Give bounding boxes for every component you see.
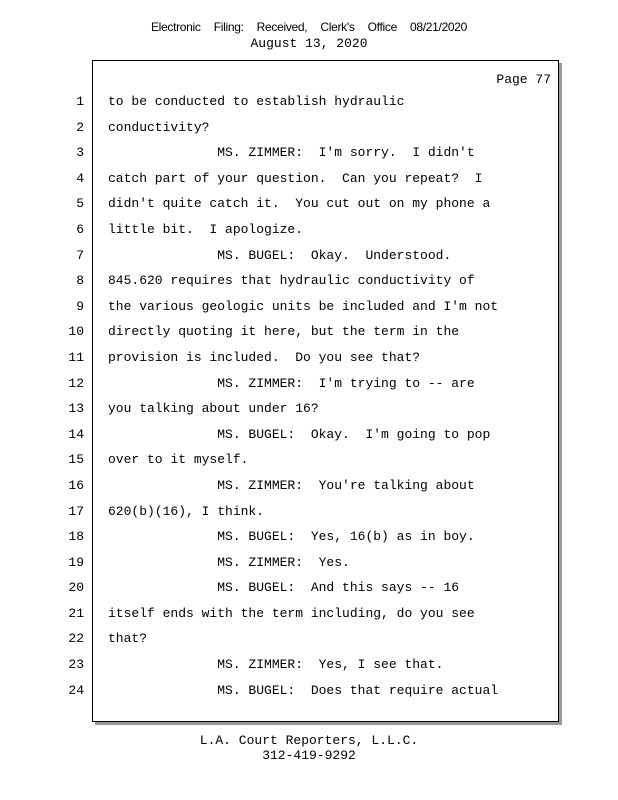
transcript-lines: [0, 92, 618, 706]
line-number: 8: [76, 273, 84, 289]
line-text: directly quoting it here, but the term in the: [108, 324, 460, 340]
line-text: that?: [108, 631, 148, 647]
transcript-line: [0, 246, 618, 272]
line-number: 11: [68, 349, 84, 365]
line-number: 10: [68, 324, 84, 340]
line-text: MS. BUGEL: And this says -- 16: [108, 580, 460, 596]
line-text: MS. BUGEL: Does that require actual: [108, 682, 499, 698]
transcript-line: [0, 169, 618, 195]
line-number: 2: [76, 119, 84, 135]
line-number: 17: [68, 503, 84, 519]
transcript-line: [0, 220, 618, 246]
stamp-word: Filing:: [213, 20, 244, 34]
transcript-line: [0, 399, 618, 425]
line-text: MS. ZIMMER: You're talking about: [108, 477, 475, 493]
transcript-line: [0, 322, 618, 348]
line-text: 620(b)(16), I think.: [108, 503, 265, 519]
line-text: little bit. I apologize.: [108, 221, 304, 237]
line-number: 7: [76, 247, 84, 263]
line-text: catch part of your question. Can you repeat? I: [108, 170, 483, 186]
line-number: 16: [68, 477, 84, 493]
line-number: 1: [76, 94, 84, 109]
transcript-date: August 13, 2020: [250, 36, 368, 51]
line-number: 20: [68, 580, 84, 596]
line-number: 22: [68, 631, 84, 647]
line-text: you talking about under 16?: [108, 401, 319, 417]
line-number: 4: [76, 170, 84, 186]
line-number: 5: [76, 196, 84, 212]
line-text: MS. ZIMMER: Yes, I see that.: [108, 657, 444, 673]
transcript-line: [0, 118, 618, 144]
line-text: over to it myself.: [108, 452, 249, 468]
line-number: 13: [68, 401, 84, 417]
transcript-line: [0, 476, 618, 502]
transcript-line: [0, 425, 618, 451]
line-text: MS. ZIMMER: I'm sorry. I didn't: [108, 145, 475, 161]
transcript-line: [0, 194, 618, 220]
line-text: itself ends with the term including, do you see: [108, 605, 475, 621]
line-text: provision is included. Do you see that?: [108, 349, 421, 365]
filing-stamp: [0, 20, 618, 34]
line-text: MS. BUGEL: Okay. Understood.: [108, 247, 452, 263]
transcript-line: [0, 681, 618, 707]
line-number: 15: [68, 452, 84, 468]
line-number: 18: [68, 529, 84, 545]
line-text: MS. ZIMMER: I'm trying to -- are: [108, 375, 475, 391]
line-text: MS. ZIMMER: Yes.: [108, 554, 350, 570]
stamp-word: Office: [367, 20, 397, 34]
stamp-word: Electronic: [150, 20, 201, 34]
line-number: 19: [68, 554, 84, 570]
line-number: 3: [76, 145, 84, 161]
stamp-word: 08/21/2020: [410, 20, 468, 34]
transcript-line: [0, 655, 618, 681]
line-number: 21: [68, 605, 84, 621]
transcript-line: [0, 297, 618, 323]
line-text: MS. BUGEL: Okay. I'm going to pop: [108, 426, 491, 442]
line-number: 9: [76, 298, 84, 314]
page-number: Page 77: [496, 72, 551, 87]
transcript-line: [0, 271, 618, 297]
line-number: 24: [68, 682, 84, 698]
transcript-line: [0, 92, 618, 118]
line-text: didn't quite catch it. You cut out on my phone a: [108, 196, 491, 212]
transcript-line: [0, 348, 618, 374]
line-text: the various geologic units be included and I'm not: [108, 298, 499, 314]
stamp-word: Clerk's: [320, 20, 355, 34]
line-text: MS. BUGEL: Yes, 16(b) as in boy.: [108, 529, 475, 545]
line-number: 6: [76, 221, 84, 237]
transcript-line: [0, 604, 618, 630]
reporter-company: L.A. Court Reporters, L.L.C.: [199, 733, 419, 748]
line-number: 12: [68, 375, 84, 391]
transcript-line: [0, 502, 618, 528]
transcript-line: [0, 629, 618, 655]
transcript-line: [0, 553, 618, 579]
transcript-line: [0, 450, 618, 476]
footer: [0, 733, 618, 763]
line-text: 845.620 requires that hydraulic conductivity of: [108, 273, 475, 289]
transcript-line: [0, 374, 618, 400]
stamp-word: Received,: [256, 20, 308, 34]
line-text: conductivity?: [108, 119, 210, 135]
transcript-line: [0, 578, 618, 604]
transcript-line: [0, 527, 618, 553]
line-text: to be conducted to establish hydraulic: [108, 94, 405, 109]
line-number: 23: [68, 657, 84, 673]
reporter-phone: 312-419-9292: [262, 748, 356, 763]
line-number: 14: [68, 426, 84, 442]
transcript-line: [0, 143, 618, 169]
